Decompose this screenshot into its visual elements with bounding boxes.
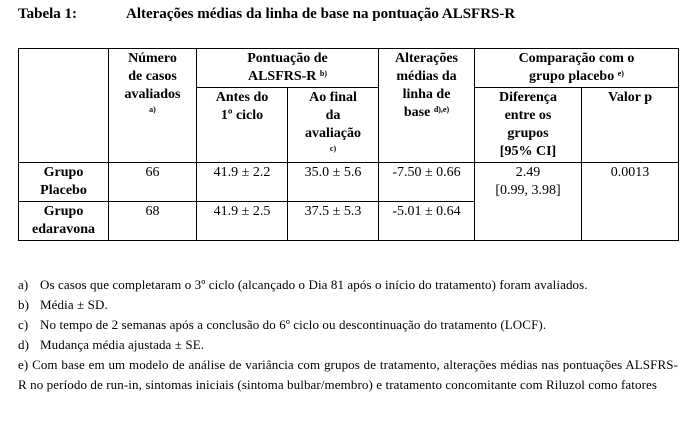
header-difference: Diferença entre os grupos [95% CI] (475, 88, 582, 163)
header-cases: Número de casos avaliados $^{a)}$ (109, 49, 197, 163)
corner-cell (19, 49, 109, 163)
cell-end: 37.5 ± 5.3 (288, 202, 379, 241)
row-group-placebo: Grupo Placebo (19, 163, 109, 202)
cell-change: -7.50 ± 0.66 (379, 163, 475, 202)
cell-difference: 2.49 [0.99, 3.98] (475, 163, 582, 241)
cell-n: 68 (109, 202, 197, 241)
cell-change: -5.01 ± 0.64 (379, 202, 475, 241)
header-end: Ao final da avaliação $^{c)}$ (288, 88, 379, 163)
cell-before: 41.9 ± 2.5 (197, 202, 288, 241)
footnote-d: d) Mudança média ajustada ± SE. (18, 337, 205, 352)
footnote-b: b) Média ± SD. (18, 297, 108, 312)
table-title (18, 6, 515, 23)
footnotes (18, 275, 678, 395)
cell-pvalue: 0.0013 (582, 163, 679, 241)
footnote-a: a) Os casos que completaram o 3º ciclo (alcançado o Dia 81 após o início do tratamento) foram avaliados. (18, 277, 588, 292)
table-number: Tabela 1: (18, 6, 78, 22)
results-table (18, 48, 679, 241)
row-group-edaravona: Grupo edaravona (19, 202, 109, 241)
table-title-text: Alterações médias da linha de base na pontuação ALSFRS-R (126, 6, 516, 22)
table-row (19, 163, 679, 202)
cell-end: 35.0 ± 5.6 (288, 163, 379, 202)
header-row-1 (19, 49, 679, 88)
header-pvalue: Valor p (582, 88, 679, 163)
footnote-c: c) No tempo de 2 semanas após a conclusão do 6º ciclo ou descontinuação do tratamento (LOCF). (18, 317, 547, 332)
cell-before: 41.9 ± 2.2 (197, 163, 288, 202)
header-comparison: Comparação com o grupo placebo $^{e)}$ (475, 49, 679, 88)
footnote-e: e) Com base em um modelo de análise de variância com grupos de tratamento, alterações médias nas pontuações ALSFRS-R no período de run-in, sintomas iniciais (sintoma bulbar/membro) e tratamento concomitante com Riluzol como fatores (18, 357, 679, 392)
header-score: Pontuação de ALSFRS-R $^{b)}$ (197, 49, 379, 88)
header-before: Antes do 1º ciclo (197, 88, 288, 163)
cell-n: 66 (109, 163, 197, 202)
header-change: Alterações médias da linha de base $^{d),e)}$ (379, 49, 475, 163)
